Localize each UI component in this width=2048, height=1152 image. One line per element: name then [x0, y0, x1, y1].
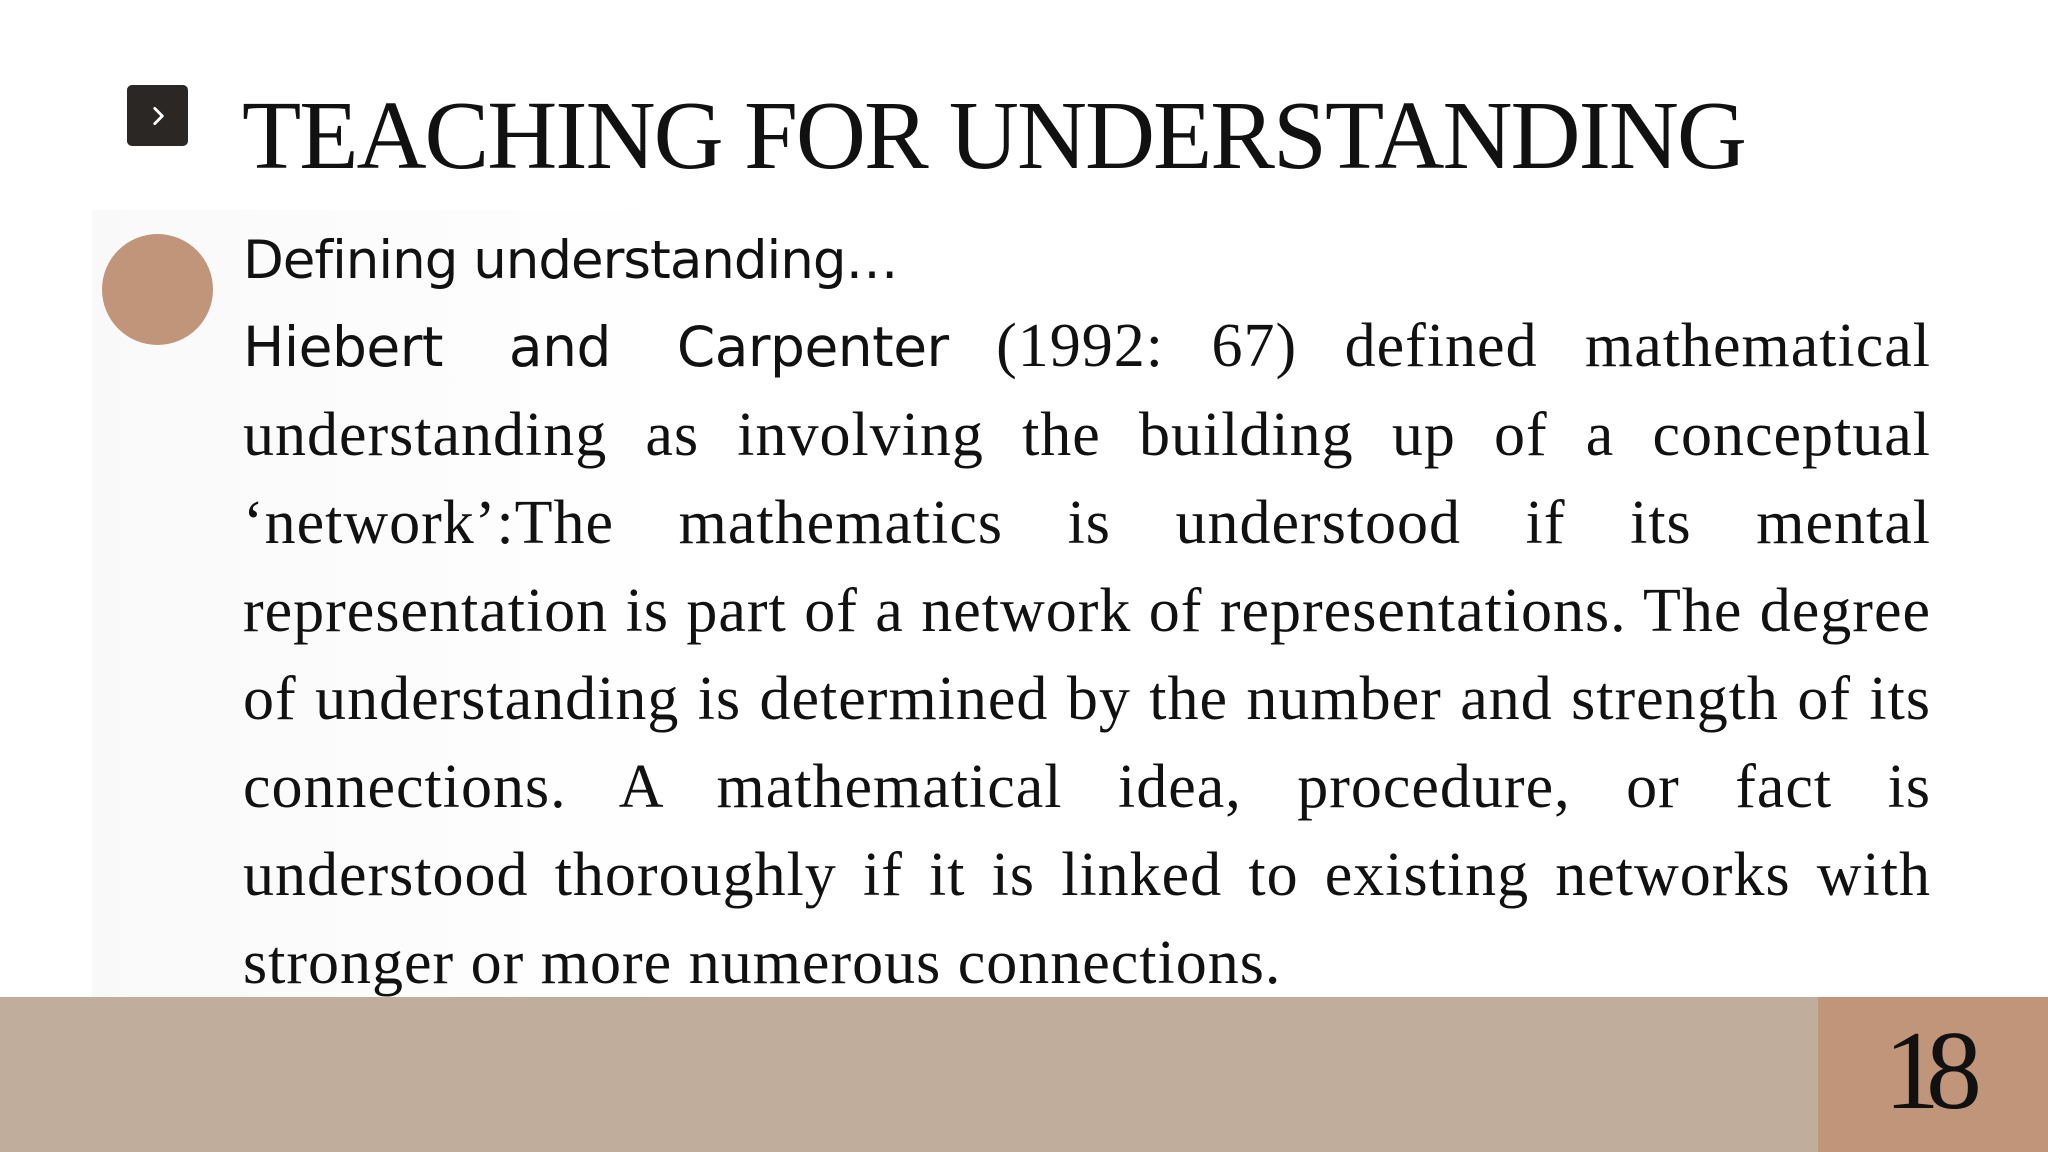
chevron-right-icon — [145, 103, 171, 129]
slide-title: TEACHING FOR UNDERSTANDING — [242, 82, 1745, 189]
body-authors: Hiebert and Carpenter — [243, 315, 949, 379]
footer-bar — [0, 997, 2048, 1152]
body-paragraph — [243, 302, 1931, 1007]
bullet-circle — [102, 234, 213, 345]
page-number-box — [1818, 997, 2048, 1152]
body-text: (1992: 67) defined mathematical understanding as involving the building up of a conceptual ‘network’:The mathematics is understood if its mental representation is part of a network of representations. The degree of understanding is determined by the number and strength of its connections. A mathematical idea, procedure, or fact is understood thoroughly if it is linked to existing networks with stronger or more numerous connections. — [243, 312, 1932, 997]
next-slide-button[interactable] — [127, 85, 188, 146]
page-number: 18 — [1884, 1008, 1968, 1133]
slide-subtitle: Defining understanding… — [243, 230, 898, 291]
